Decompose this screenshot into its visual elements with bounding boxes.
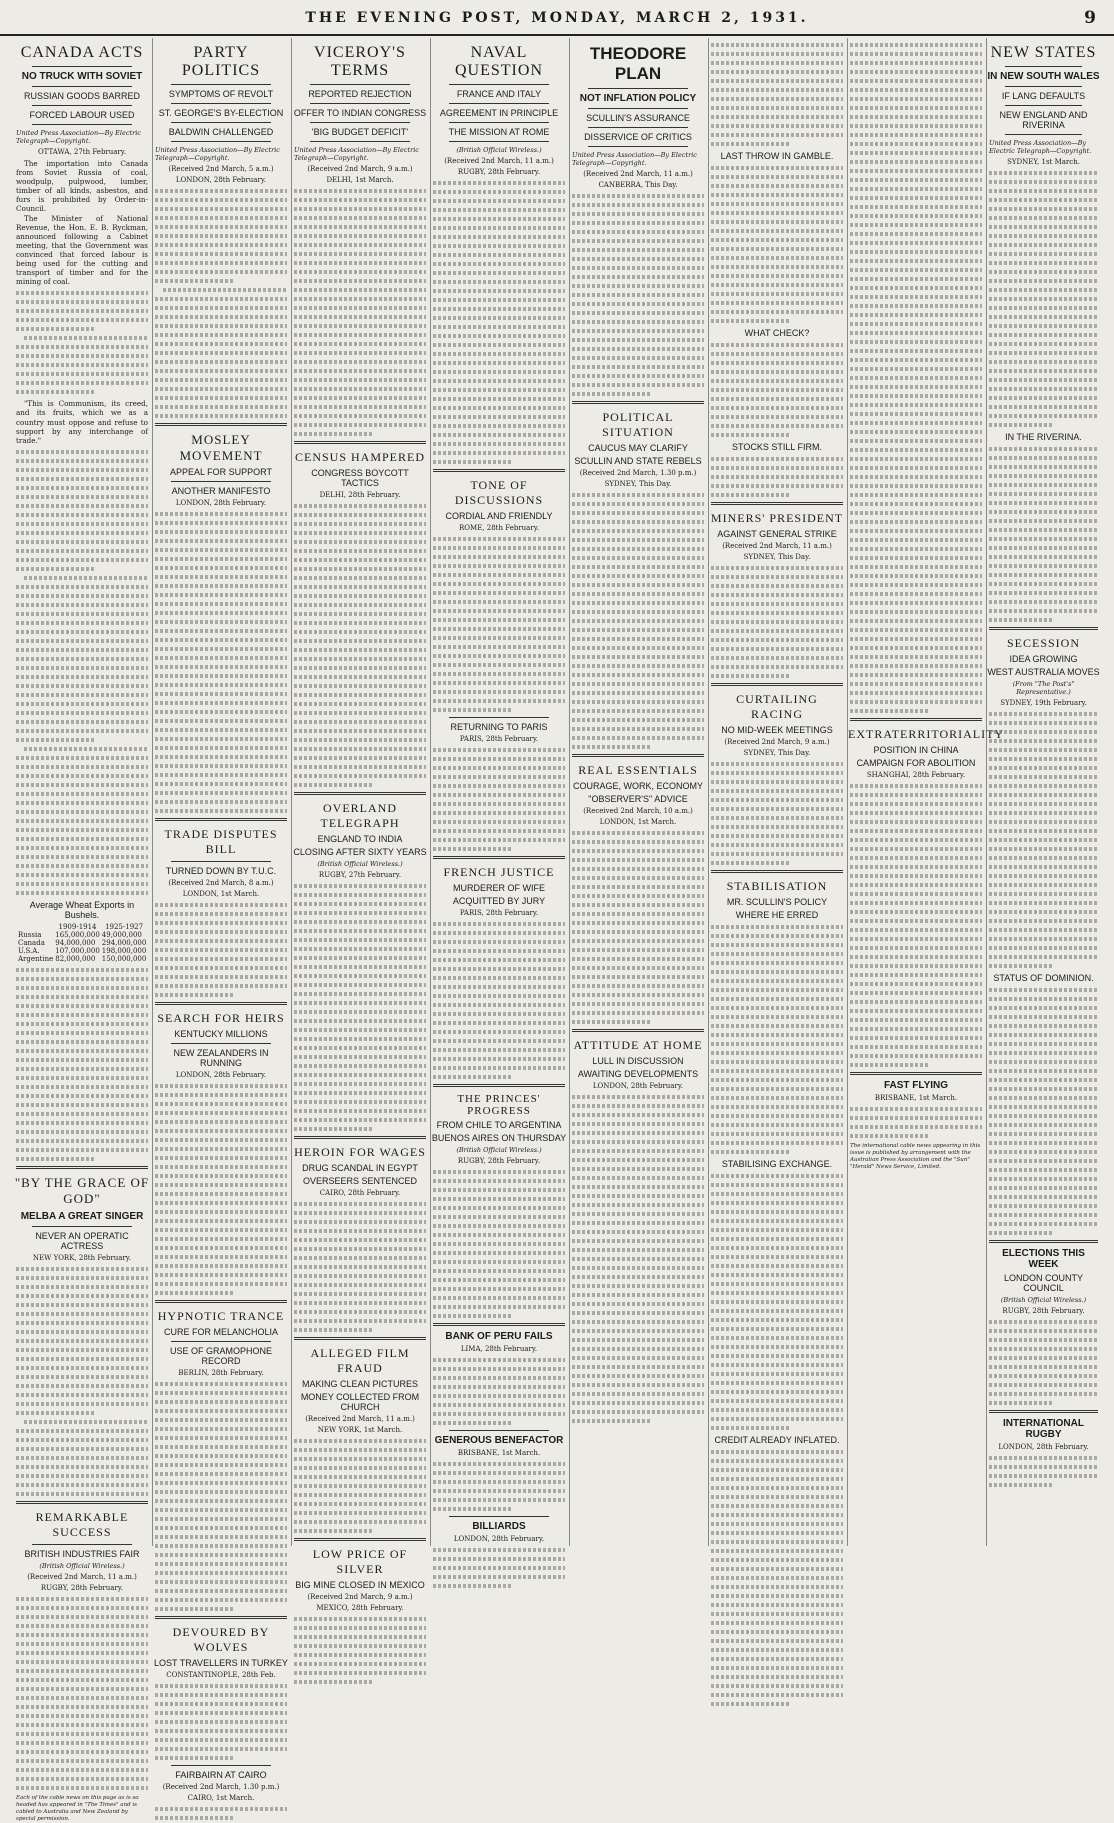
headline-party: PARTY POLITICS xyxy=(181,44,261,79)
subhead: BRITISH INDUSTRIES FAIR xyxy=(24,1548,140,1559)
subhead: NOT INFLATION POLICY xyxy=(579,93,697,104)
subhead: MELBA A GREAT SINGER xyxy=(20,1210,144,1222)
newspaper-title: THE EVENING POST, MONDAY, MARCH 2, 1931. xyxy=(305,10,809,26)
section-heading: STOCKS STILL FIRM. xyxy=(731,442,823,452)
subhead: IN NEW SOUTH WALES xyxy=(987,71,1100,82)
received-line: (Received 2nd March, 9 a.m.) xyxy=(724,738,830,746)
table-row: Russia 165,000,000 49,000,000 xyxy=(18,930,142,939)
section-heading: WHAT CHECK? xyxy=(744,328,810,338)
dateline: RUGBY, 28th February. xyxy=(457,1157,541,1165)
headline-political: POLITICAL SITUATION xyxy=(602,410,674,439)
headline-cairo: FAIRBAIRN AT CAIRO xyxy=(175,1770,267,1780)
section-heading: STATUS OF DOMINION. xyxy=(993,973,1094,983)
credit-line: United Press Association—By Electric Telegraph—Copyright. xyxy=(16,129,141,145)
columns xyxy=(12,38,1102,1822)
headline-grace: "BY THE GRACE OF GOD" xyxy=(14,1174,150,1206)
headline-hypnotic: HYPNOTIC TRANCE xyxy=(157,1309,285,1323)
credit-line: (British Official Wireless.) xyxy=(1000,1296,1087,1304)
subhead: IDEA GROWING xyxy=(1009,654,1078,664)
headline-justice: FRENCH JUSTICE xyxy=(443,865,555,879)
headline-secession: SECESSION xyxy=(1006,636,1080,650)
subhead: AWAITING DEVELOPMENTS xyxy=(577,1069,699,1079)
subhead: BIG MINE CLOSED IN MEXICO xyxy=(295,1580,425,1590)
headline-theodore: THEODORE PLAN xyxy=(589,44,687,83)
headline-benefactor: GENEROUS BENEFACTOR xyxy=(434,1435,564,1446)
dateline: CAIRO, 28th February. xyxy=(319,1189,401,1197)
subhead: FRANCE AND ITALY xyxy=(456,89,542,99)
subhead: MONEY COLLECTED FROM CHURCH xyxy=(300,1392,420,1412)
credit-line: United Press Association—By Electric Telegraph—Copyright. xyxy=(572,151,697,167)
subhead: LULL IN DISCUSSION xyxy=(592,1056,684,1066)
headline-essentials: REAL ESSENTIALS xyxy=(578,763,698,777)
subhead: THE MISSION AT ROME xyxy=(448,127,550,137)
subhead: CONGRESS BOYCOTT TACTICS xyxy=(311,468,409,488)
received-line: (Received 2nd March, 8 a.m.) xyxy=(168,879,274,887)
dateline: LONDON, 28th February. xyxy=(998,1443,1089,1451)
subhead: FORCED LABOUR USED xyxy=(29,110,135,120)
page-number: 9 xyxy=(1084,8,1096,28)
subhead: REPORTED REJECTION xyxy=(308,89,412,99)
dateline: RUGBY, 28th February. xyxy=(1002,1307,1085,1315)
subhead: KENTUCKY MILLIONS xyxy=(174,1029,268,1039)
credit-line: (British Official Wireless.) xyxy=(456,146,542,154)
dateline: PARIS, 28th February. xyxy=(459,735,539,743)
column-6 xyxy=(707,38,848,1546)
section-heading: LAST THROW IN GAMBLE. xyxy=(720,151,834,161)
subhead: LOST TRAVELLERS IN TURKEY xyxy=(154,1658,288,1668)
dateline: DELHI, 28th February. xyxy=(319,491,401,499)
dateline: SHANGHAI, 28th February. xyxy=(866,771,966,779)
subhead: IF LANG DEFAULTS xyxy=(1001,91,1086,101)
headline-elections: ELECTIONS THIS WEEK xyxy=(1002,1248,1085,1270)
subhead: OFFER TO INDIAN CONGRESS xyxy=(293,108,427,118)
headline-heirs: SEARCH FOR HEIRS xyxy=(157,1011,285,1025)
subhead: MURDERER OF WIFE xyxy=(453,883,545,893)
column-7 xyxy=(846,38,1005,1546)
dateline: LONDON, 1st March. xyxy=(182,890,260,898)
headline-extraterritoriality: EXTRATERRITORIALITY xyxy=(848,727,1005,741)
subhead: CORDIAL AND FRIENDLY xyxy=(445,511,553,521)
received-line: (Received 2nd March, 10 a.m.) xyxy=(583,807,693,815)
credit-line: (From "The Post's" Representative.) xyxy=(1012,680,1075,696)
dateline: NEW YORK, 28th February. xyxy=(32,1253,132,1262)
dateline: BERLIN, 28th February. xyxy=(178,1369,264,1377)
subhead: MR. SCULLIN'S POLICY xyxy=(726,897,828,907)
dateline: MEXICO, 28th February. xyxy=(316,1604,404,1612)
dateline: LIMA, 28th February. xyxy=(460,1345,538,1353)
subhead: ACQUITTED BY JURY xyxy=(452,896,546,906)
column-5 xyxy=(568,38,709,1546)
subhead: USE OF GRAMOPHONE RECORD xyxy=(169,1346,272,1366)
subhead: APPEAL FOR SUPPORT xyxy=(169,467,273,477)
dateline: DELHI, 1st March. xyxy=(326,176,394,184)
subhead: BALDWIN CHALLENGED xyxy=(168,127,274,137)
received-line: (Received 2nd March, 9 a.m.) xyxy=(307,165,413,173)
subhead: OVERSEERS SENTENCED xyxy=(302,1176,418,1186)
wheat-table xyxy=(17,923,147,963)
headline-canada: CANADA ACTS xyxy=(20,44,144,61)
subhead: FROM CHILE TO ARGENTINA xyxy=(436,1120,562,1130)
received-line: (Received 2nd March, 1.30 p.m.) xyxy=(162,1783,280,1791)
column-8 xyxy=(985,38,1102,1546)
subhead: CURE FOR MELANCHOLIA xyxy=(163,1327,279,1337)
subhead: WEST AUSTRALIA MOVES xyxy=(987,667,1100,677)
dateline: CANBERRA, This Day. xyxy=(598,181,678,189)
headline-tone: TONE OF DISCUSSIONS xyxy=(454,478,544,507)
column-2 xyxy=(151,38,292,1802)
section-heading: STABILISING EXCHANGE. xyxy=(721,1159,833,1169)
received-line: (Received 2nd March, 1.30 p.m.) xyxy=(579,469,697,477)
received-line: (Received 2nd March, 11 a.m.) xyxy=(27,1572,137,1581)
dateline: NEW YORK, 1st March. xyxy=(317,1426,403,1434)
subhead: SCULLIN'S ASSURANCE xyxy=(586,113,690,123)
dateline: CAIRO, 1st March. xyxy=(187,1794,255,1802)
headline-heroin: HEROIN FOR WAGES xyxy=(294,1145,426,1159)
dateline: LONDON, 28th February. xyxy=(453,1535,545,1543)
subhead: COURAGE, WORK, ECONOMY xyxy=(572,781,703,791)
table-row: Argentine 82,000,000 150,000,000 xyxy=(18,954,147,963)
masthead xyxy=(0,0,1114,36)
headline-fast-flying: FAST FLYING xyxy=(883,1080,949,1091)
credit-line: United Press Association—By Electric Telegraph—Copyright. xyxy=(989,139,1092,155)
subhead: AGAINST GENERAL STRIKE xyxy=(717,529,837,539)
dateline: SYDNEY, This Day. xyxy=(743,553,811,561)
credit-line: United Press Association—By Electric Telegraph—Copyright. xyxy=(294,146,419,162)
headline-viceroy: VICEROY'S TERMS xyxy=(314,44,406,79)
dateline: CONSTANTINOPLE, 28th Feb. xyxy=(166,1671,276,1679)
subhead: CLOSING AFTER SIXTY YEARS xyxy=(293,847,427,857)
dateline: PARIS, 28th February. xyxy=(459,909,539,917)
subhead: POSITION IN CHINA xyxy=(873,745,959,755)
headline-racing: CURTAILING RACING xyxy=(736,692,818,721)
dateline: LONDON, 28th February. xyxy=(175,176,267,184)
credit-line: (British Official Wireless.) xyxy=(456,1146,542,1154)
headline-trade: TRADE DISPUTES BILL xyxy=(164,827,278,856)
dateline: OTTAWA, 27th February. xyxy=(37,148,127,156)
dateline: RUGBY, 28th February. xyxy=(457,168,541,176)
received-line: (Received 2nd March, 9 a.m.) xyxy=(307,1593,413,1601)
dateline: SYDNEY, 1st March. xyxy=(1007,158,1080,166)
table-row: Canada 94,000,000 294,000,000 xyxy=(18,938,147,947)
subhead: MAKING CLEAN PICTURES xyxy=(301,1379,419,1389)
credit-line: (British Official Wireless.) xyxy=(39,1561,125,1570)
headline-rugby: INTERNATIONAL RUGBY xyxy=(1003,1418,1084,1440)
headline-peru: BANK OF PERU FAILS xyxy=(445,1331,553,1342)
subhead: AGREEMENT IN PRINCIPLE xyxy=(439,108,559,118)
subhead: RUSSIAN GOODS BARRED xyxy=(23,91,141,101)
column-1 xyxy=(12,38,153,1822)
headline-attitude: ATTITUDE AT HOME xyxy=(573,1038,703,1052)
received-line: (Received 2nd March, 11 a.m.) xyxy=(444,157,554,165)
dateline: SYDNEY, This Day. xyxy=(604,480,672,488)
footnote: The international cable news appearing in this issue is published by arrangement with the Australian Press Association and the "Sun" "Herald" News Service, Limited. xyxy=(850,1143,981,1170)
subhead: NEW ENGLAND AND RIVERINA xyxy=(999,110,1088,130)
dateline: BRISBANE, 1st March. xyxy=(457,1449,541,1457)
subhead: NEVER AN OPERATIC ACTRESS xyxy=(35,1230,129,1251)
table-heading: Average Wheat Exports in Bushels. xyxy=(29,899,135,920)
subhead: ST. GEORGE'S BY-ELECTION xyxy=(158,108,284,118)
headline-mosley: MOSLEY MOVEMENT xyxy=(179,432,263,463)
headline-film: ALLEGED FILM FRAUD xyxy=(310,1346,410,1375)
subhead: NEW ZEALANDERS IN RUNNING xyxy=(173,1048,269,1068)
credit-line: (British Official Wireless.) xyxy=(317,860,403,868)
headline-remarkable: REMARKABLE SUCCESS xyxy=(35,1509,129,1539)
subhead: SYMPTOMS OF REVOLT xyxy=(168,89,274,99)
dateline: LONDON, 1st March. xyxy=(599,818,677,826)
dateline: ROME, 28th February. xyxy=(459,524,539,532)
column-3 xyxy=(290,38,431,1612)
table-row: U.S.A. 107,000,000 198,000,000 xyxy=(18,946,147,955)
headline-miners: MINERS' PRESIDENT xyxy=(710,511,844,525)
subhead: NO TRUCK WITH SOVIET xyxy=(21,71,143,82)
subhead: CAUCUS MAY CLARIFY xyxy=(588,443,688,453)
headline-princes: THE PRINCES' PROGRESS xyxy=(457,1093,541,1117)
dateline: SYDNEY, 19th February. xyxy=(1000,699,1087,707)
received-line: (Received 2nd March, 11 a.m.) xyxy=(305,1415,415,1423)
received-line: (Received 2nd March, 11 a.m.) xyxy=(722,542,832,550)
credit-line: United Press Association—By Electric Telegraph—Copyright. xyxy=(155,146,280,162)
article-text: "This is Communism, its creed, and its fruits, which we as a country must oppose and refuse to support by any interchange of trade." xyxy=(16,399,148,445)
headline-wolves: DEVOURED BY WOLVES xyxy=(172,1625,270,1654)
dateline: RUGBY, 27th February. xyxy=(318,871,402,879)
headline-billiards: BILLIARDS xyxy=(472,1521,526,1532)
subhead: "OBSERVER'S" ADVICE xyxy=(588,794,688,804)
column-4 xyxy=(429,38,570,1546)
subhead: NO MID-WEEK MEETINGS xyxy=(721,725,833,735)
headline-silver: LOW PRICE OF SILVER xyxy=(312,1547,408,1576)
section-heading: CREDIT ALREADY INFLATED. xyxy=(714,1435,840,1445)
section-heading: IN THE RIVERINA. xyxy=(1005,432,1082,442)
dateline: LONDON, 28th February. xyxy=(592,1082,684,1090)
subhead: WHERE HE ERRED xyxy=(735,910,819,920)
received-line: (Received 2nd March, 11 a.m.) xyxy=(583,170,693,178)
subhead: CAMPAIGN FOR ABOLITION xyxy=(856,758,976,768)
dateline: BRISBANE, 1st March. xyxy=(874,1094,958,1102)
subhead: TURNED DOWN BY T.U.C. xyxy=(165,866,277,876)
headline-returning: RETURNING TO PARIS xyxy=(450,722,548,732)
subhead: SCULLIN AND STATE REBELS xyxy=(574,456,702,466)
subhead: DRUG SCANDAL IN EGYPT xyxy=(302,1163,418,1173)
dateline: RUGBY, 28th February. xyxy=(40,1583,124,1592)
headline-census: CENSUS HAMPERED xyxy=(294,450,426,464)
subhead: LONDON COUNTY COUNCIL xyxy=(1003,1273,1083,1293)
subhead: DISSERVICE OF CRITICS xyxy=(584,132,692,142)
subhead: ANOTHER MANIFESTO xyxy=(171,486,271,496)
article-text: The importation into Canada from Soviet Russia of coal, woodpulp, pulpwood, lumber, timber of all kinds, asbestos, and furs is prohibited by Order-in-Council. The Minister of National Revenue, the Hon. E. B. Ryckman, announced following a Cabinet meeting, that the Government was convinced that forced labour is being used for the cutting and transport of timber and for the mining of coal. xyxy=(16,159,148,287)
headline-new-states: NEW STATES xyxy=(990,44,1097,61)
headline-stabilisation: STABILISATION xyxy=(726,879,828,893)
received-line: (Received 2nd March, 5 a.m.) xyxy=(168,165,274,173)
subhead: 'BIG BUDGET DEFICIT' xyxy=(311,127,409,137)
subhead: BUENOS AIRES ON THURSDAY xyxy=(431,1133,567,1143)
headline-telegraph: OVERLAND TELEGRAPH xyxy=(320,801,400,830)
table-header-row: 1909-1914 1925-1927 xyxy=(58,922,144,931)
dateline: LONDON, 28th February. xyxy=(175,1071,267,1079)
headline-naval: NAVAL QUESTION xyxy=(455,44,543,79)
dateline: SYDNEY, This Day. xyxy=(743,749,811,757)
footnote: Each of the cable news on this page as is so headed has appeared in "The Times" and is cabled to Australia and New Zealand by special permission. xyxy=(16,1794,139,1822)
dateline: LONDON, 28th February. xyxy=(175,499,267,507)
subhead: ENGLAND TO INDIA xyxy=(317,834,403,844)
